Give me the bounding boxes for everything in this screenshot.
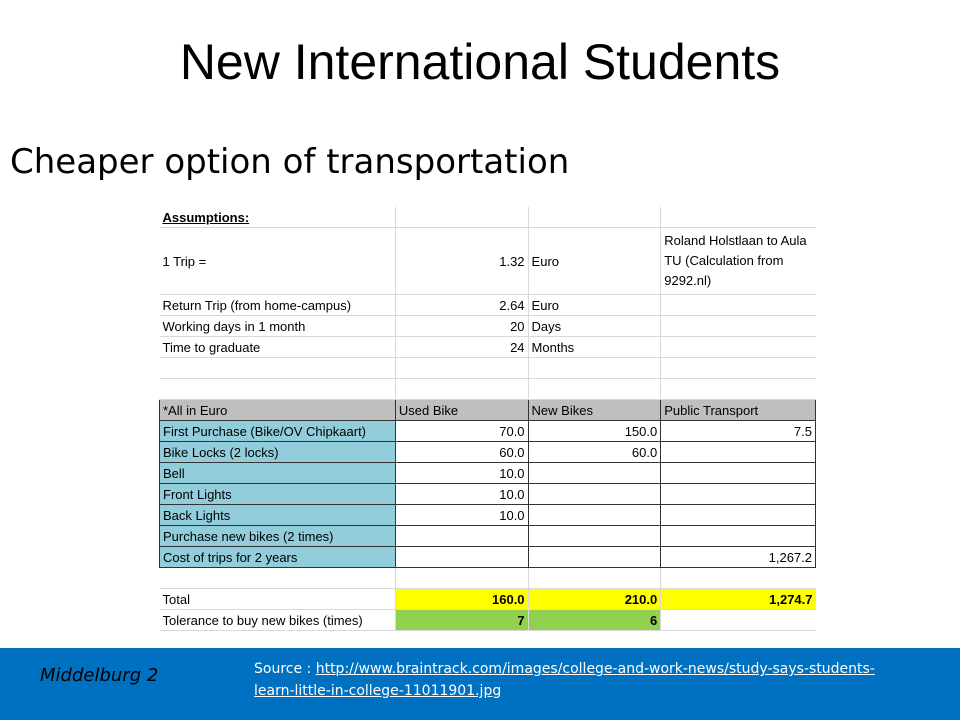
- column-header: Used Bike: [395, 400, 528, 421]
- assumption-value: 2.64: [395, 295, 528, 316]
- table-cell: [528, 547, 661, 568]
- table-cell: 10.0: [395, 505, 528, 526]
- assumption-note: Roland Holstlaan to Aula TU (Calculation from 9292.nl): [661, 228, 816, 295]
- assumption-value: 24: [395, 337, 528, 358]
- footer-source: [254, 658, 894, 702]
- assumption-row: [160, 337, 816, 358]
- table-cell: 10.0: [395, 484, 528, 505]
- row-label: Cost of trips for 2 years: [160, 547, 396, 568]
- row-label: Back Lights: [160, 505, 396, 526]
- assumption-label: Working days in 1 month: [160, 316, 396, 337]
- table-row: [160, 484, 816, 505]
- assumption-label: Return Trip (from home-campus): [160, 295, 396, 316]
- assumption-label: 1 Trip =: [160, 228, 396, 295]
- footer-label: Middelburg 2: [40, 665, 159, 686]
- source-link[interactable]: http://www.braintrack.com/images/college-and-work-news/study-says-students-learn-little-in-college-11011901.jpg: [254, 661, 875, 699]
- table-cell: [395, 547, 528, 568]
- assumption-unit: Months: [528, 337, 661, 358]
- table-header-row: [160, 400, 816, 421]
- table-cell: [395, 526, 528, 547]
- tolerance-new-bikes: 6: [528, 610, 661, 631]
- row-label: Front Lights: [160, 484, 396, 505]
- spreadsheet-image: [159, 207, 816, 635]
- table-cell: 7.5: [661, 421, 816, 442]
- table-row: [160, 505, 816, 526]
- slide-title: New International Students: [179, 34, 781, 90]
- assumption-row: [160, 228, 816, 295]
- column-header: New Bikes: [528, 400, 661, 421]
- table-row: [160, 463, 816, 484]
- table-cell: 60.0: [528, 442, 661, 463]
- empty-row: [160, 568, 816, 589]
- assumption-row: [160, 316, 816, 337]
- total-public-transport: 1,274.7: [661, 589, 816, 610]
- row-label: First Purchase (Bike/OV Chipkaart): [160, 421, 396, 442]
- total-used-bike: 160.0: [395, 589, 528, 610]
- table-cell: [528, 526, 661, 547]
- row-label: Bell: [160, 463, 396, 484]
- empty-row: [160, 379, 816, 400]
- table-cell: [661, 484, 816, 505]
- tolerance-public-transport: [661, 610, 816, 631]
- assumption-label: Time to graduate: [160, 337, 396, 358]
- table-cell: [528, 505, 661, 526]
- table-row: [160, 421, 816, 442]
- table-cell: 150.0: [528, 421, 661, 442]
- slide-subtitle: Cheaper option of transportation: [10, 142, 570, 182]
- assumption-value: 1.32: [395, 228, 528, 295]
- row-label: Purchase new bikes (2 times): [160, 526, 396, 547]
- tolerance-label: Tolerance to buy new bikes (times): [160, 610, 396, 631]
- table-cell: 10.0: [395, 463, 528, 484]
- tolerance-row: [160, 610, 816, 631]
- total-label: Total: [160, 589, 396, 610]
- table-cell: [661, 463, 816, 484]
- column-header: Public Transport: [661, 400, 816, 421]
- column-header: *All in Euro: [160, 400, 396, 421]
- source-prefix: Source :: [254, 661, 316, 677]
- row-label: Bike Locks (2 locks): [160, 442, 396, 463]
- assumption-value: 20: [395, 316, 528, 337]
- empty-row: [160, 358, 816, 379]
- cost-table: [159, 207, 816, 631]
- table-row: [160, 547, 816, 568]
- table-cell: [661, 442, 816, 463]
- tolerance-used-bike: 7: [395, 610, 528, 631]
- table-cell: [661, 526, 816, 547]
- assumption-unit: Days: [528, 316, 661, 337]
- total-new-bikes: 210.0: [528, 589, 661, 610]
- footer-bar: [0, 648, 960, 720]
- assumption-row: [160, 295, 816, 316]
- assumption-unit: Euro: [528, 228, 661, 295]
- assumptions-header-row: [160, 207, 816, 228]
- assumption-unit: Euro: [528, 295, 661, 316]
- table-cell: [528, 463, 661, 484]
- table-cell: 70.0: [395, 421, 528, 442]
- table-cell: [661, 505, 816, 526]
- table-cell: 60.0: [395, 442, 528, 463]
- table-row: [160, 526, 816, 547]
- table-row: [160, 442, 816, 463]
- assumptions-heading: Assumptions:: [160, 207, 396, 228]
- table-cell: 1,267.2: [661, 547, 816, 568]
- total-row: [160, 589, 816, 610]
- table-cell: [528, 484, 661, 505]
